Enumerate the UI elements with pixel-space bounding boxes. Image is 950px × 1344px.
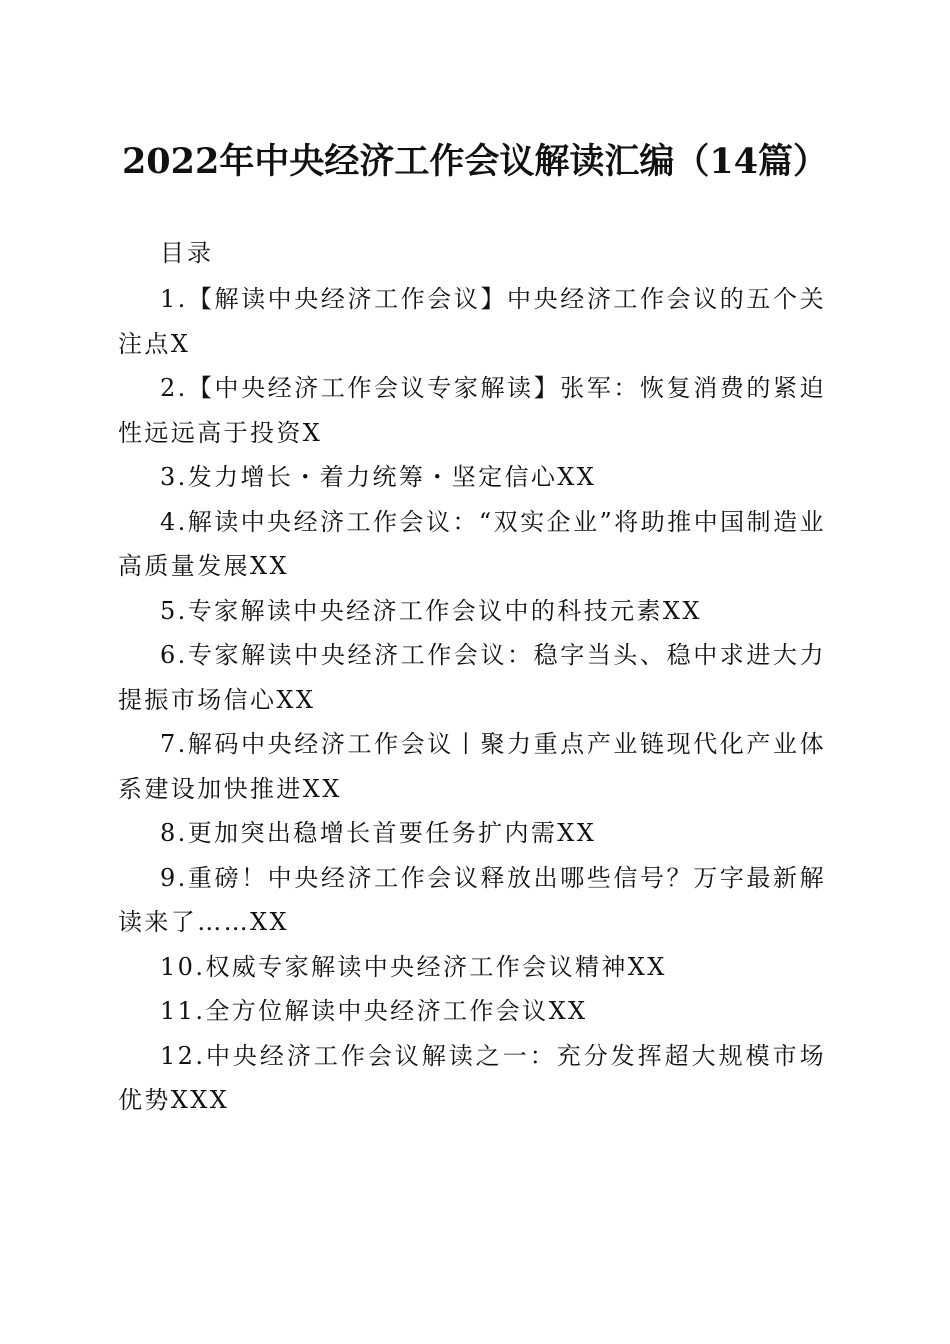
toc-item: 10.权威专家解读中央经济工作会议精神XX — [160, 952, 667, 981]
document-title: 2022年中央经济工作会议解读汇编（14篇） — [121, 141, 829, 182]
toc-item: 6.专家解读中央经济工作会议：稳字当头、稳中求进大力提振市场信心XX — [118, 641, 826, 714]
toc-item: 9.重磅！中央经济工作会议释放出哪些信号？万字最新解读来了……XX — [118, 863, 826, 936]
toc-item: 5.专家解读中央经济工作会议中的科技元素XX — [160, 596, 702, 625]
toc-item: 7.解码中央经济工作会议丨聚力重点产业链现代化产业体系建设加快推进XX — [118, 730, 826, 803]
toc-item: 3.发力增长・着力统筹・坚定信心XX — [160, 463, 597, 491]
toc-item: 2.【中央经济工作会议专家解读】张军：恢复消费的紧迫性远远高于投资X — [118, 374, 826, 447]
toc-item: 12.中央经济工作会议解读之一：充分发挥超大规模市场优势XXX — [118, 1041, 826, 1114]
toc-item: 11.全方位解读中央经济工作会议XX — [160, 997, 588, 1025]
table-of-contents — [118, 277, 826, 1123]
toc-item: 8.更加突出稳增长首要任务扩内需XX — [160, 819, 597, 847]
toc-item: 4.解读中央经济工作会议：“双实企业”将助推中国制造业高质量发展XX — [118, 507, 826, 580]
toc-item: 1.【解读中央经济工作会议】中央经济工作会议的五个关注点X — [118, 285, 826, 358]
toc-heading: 目录 — [160, 239, 214, 267]
